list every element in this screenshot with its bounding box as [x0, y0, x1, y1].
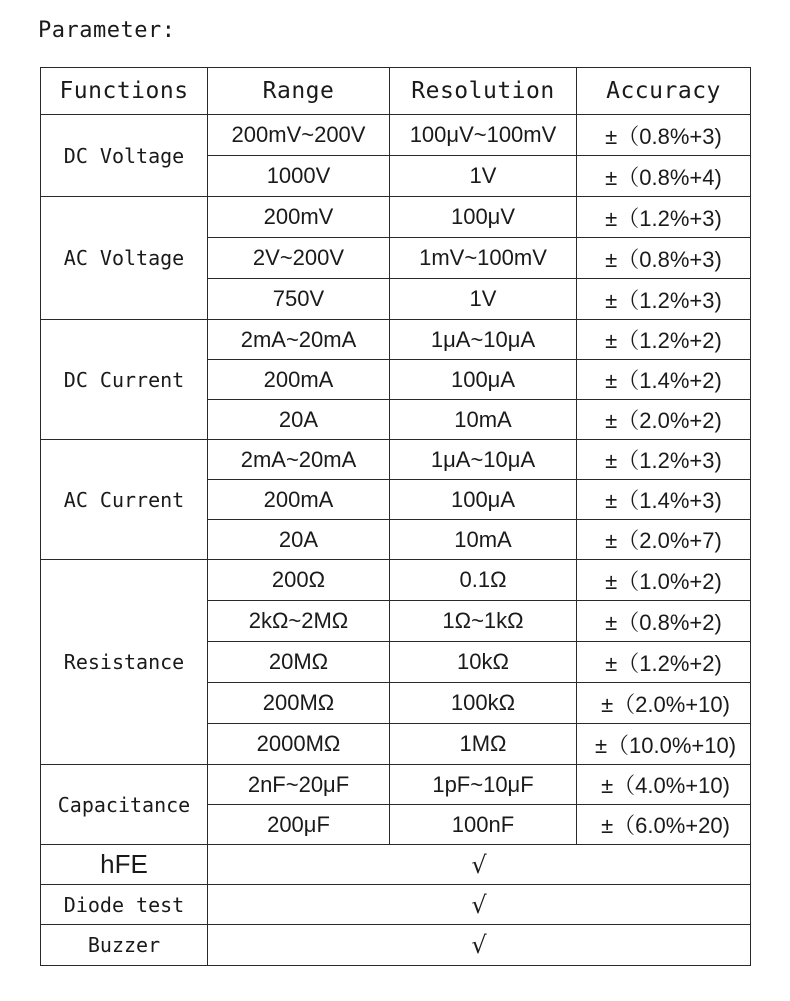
range-cell: 200Ω [208, 560, 390, 601]
table-row [41, 765, 751, 805]
function-buzzer: Buzzer [41, 925, 208, 966]
range-cell: 20A [208, 400, 390, 440]
table-row [41, 115, 751, 156]
accuracy-cell: ±（2.0%+2) [577, 400, 751, 440]
resolution-cell: 1V [390, 156, 577, 197]
range-cell: 20MΩ [208, 642, 390, 683]
range-cell: 2V~200V [208, 238, 390, 279]
header-resolution: Resolution [390, 68, 577, 115]
resolution-cell: 1V [390, 279, 577, 320]
resolution-cell: 1Ω~1kΩ [390, 601, 577, 642]
check-mark-icon: √ [208, 885, 751, 925]
range-cell: 200mA [208, 480, 390, 520]
range-cell: 750V [208, 279, 390, 320]
resolution-cell: 10mA [390, 400, 577, 440]
function-dc-voltage: DC Voltage [41, 115, 208, 197]
resolution-cell: 10kΩ [390, 642, 577, 683]
range-cell: 2mA~20mA [208, 320, 390, 360]
table-row [41, 320, 751, 360]
accuracy-cell: ±（2.0%+7) [577, 520, 751, 560]
function-ac-voltage: AC Voltage [41, 197, 208, 320]
accuracy-cell: ±（1.2%+2) [577, 320, 751, 360]
resolution-cell: 1μA~10μA [390, 440, 577, 480]
accuracy-cell: ±（1.2%+3) [577, 197, 751, 238]
table-row [41, 560, 751, 601]
accuracy-cell: ±（2.0%+10) [577, 683, 751, 724]
function-capacitance: Capacitance [41, 765, 208, 845]
resolution-cell: 1μA~10μA [390, 320, 577, 360]
accuracy-cell: ±（4.0%+10) [577, 765, 751, 805]
resolution-cell: 100μV~100mV [390, 115, 577, 156]
accuracy-cell: ±（0.8%+3) [577, 238, 751, 279]
accuracy-cell: ±（1.2%+3) [577, 279, 751, 320]
range-cell: 20A [208, 520, 390, 560]
resolution-cell: 1MΩ [390, 724, 577, 765]
parameter-table [40, 67, 751, 966]
check-mark-icon: √ [208, 925, 751, 966]
range-cell: 2kΩ~2MΩ [208, 601, 390, 642]
table-row [41, 440, 751, 480]
resolution-cell: 100μA [390, 360, 577, 400]
function-hfe: hFE [41, 845, 208, 885]
range-cell: 1000V [208, 156, 390, 197]
accuracy-cell: ±（1.4%+3) [577, 480, 751, 520]
function-ac-current: AC Current [41, 440, 208, 560]
function-dc-current: DC Current [41, 320, 208, 440]
function-resistance: Resistance [41, 560, 208, 765]
resolution-cell: 1pF~10μF [390, 765, 577, 805]
table-row [41, 197, 751, 238]
header-row [41, 68, 751, 115]
accuracy-cell: ±（0.8%+4) [577, 156, 751, 197]
range-cell: 200mV~200V [208, 115, 390, 156]
resolution-cell: 100nF [390, 805, 577, 845]
range-cell: 200μF [208, 805, 390, 845]
accuracy-cell: ±（1.2%+3) [577, 440, 751, 480]
range-cell: 2nF~20μF [208, 765, 390, 805]
header-accuracy: Accuracy [577, 68, 751, 115]
table-row [41, 885, 751, 925]
accuracy-cell: ±（1.0%+2) [577, 560, 751, 601]
resolution-cell: 1mV~100mV [390, 238, 577, 279]
accuracy-cell: ±（1.2%+2) [577, 642, 751, 683]
range-cell: 200mA [208, 360, 390, 400]
accuracy-cell: ±（0.8%+2) [577, 601, 751, 642]
resolution-cell: 100kΩ [390, 683, 577, 724]
resolution-cell: 100μA [390, 480, 577, 520]
accuracy-cell: ±（6.0%+20) [577, 805, 751, 845]
range-cell: 200MΩ [208, 683, 390, 724]
table-row [41, 845, 751, 885]
page-title: Parameter: [38, 18, 176, 43]
function-diode-test: Diode test [41, 885, 208, 925]
resolution-cell: 100μV [390, 197, 577, 238]
accuracy-cell: ±（10.0%+10) [577, 724, 751, 765]
accuracy-cell: ±（1.4%+2) [577, 360, 751, 400]
resolution-cell: 10mA [390, 520, 577, 560]
header-range: Range [208, 68, 390, 115]
header-functions: Functions [41, 68, 208, 115]
range-cell: 2000MΩ [208, 724, 390, 765]
resolution-cell: 0.1Ω [390, 560, 577, 601]
check-mark-icon: √ [208, 845, 751, 885]
table-row [41, 925, 751, 966]
range-cell: 200mV [208, 197, 390, 238]
accuracy-cell: ±（0.8%+3) [577, 115, 751, 156]
range-cell: 2mA~20mA [208, 440, 390, 480]
